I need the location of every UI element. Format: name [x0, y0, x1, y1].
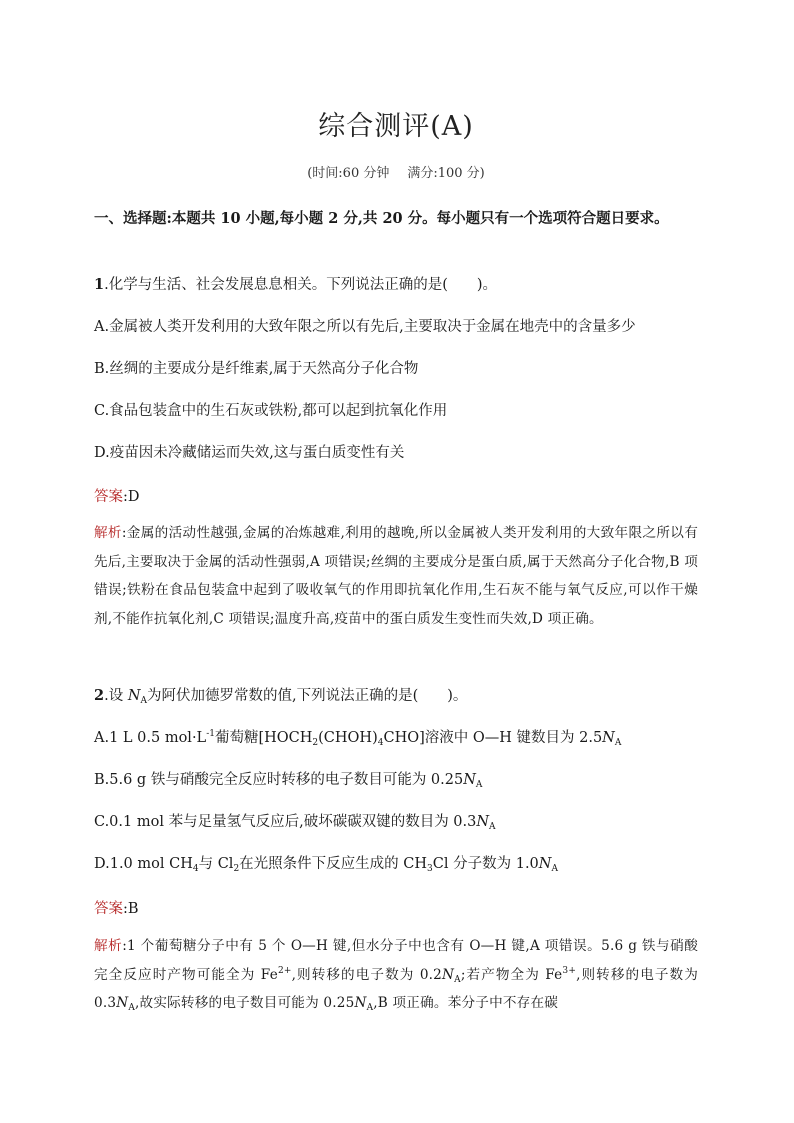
question-2-answer [94, 897, 698, 918]
question-1-explanation [94, 519, 698, 633]
answer-label: 答案 [94, 901, 123, 917]
question-2-explanation: 解析:1 个葡萄糖分子中有 5 个 O—H 键,但水分子中也含有 O—H 键,A 项错误。5.6 g 铁与硝酸完全反应时产物可能全为 $Fe^{2+}$,则转移的电子数为 $0.2N_A$;若产物全为 $Fe^{3+}$,则转移的电子数为 $0.3N_A$,故实际转移的电子数目可能为 $0.25N_A,B$ 项正确。苯分子中不存在碳 [94, 938, 699, 1013]
question-1-option-a: A.金属被人类开发利用的大致年限之所以有先后,主要取决于金属在地壳中的含量多少 [94, 319, 636, 335]
question-number: 2 [94, 687, 105, 704]
question-2-option-a: A.1 L 0.5 $mol\cdot L^{-1}$葡萄糖$[HOCH_2(CHOH)_4CHO]$溶液中 O—H 键数目为 $2.5N_A$ [94, 729, 622, 748]
question-number: 1 [94, 276, 105, 293]
question-2-option-b: B.5.6 g 铁与硝酸完全反应时转移的电子数目可能为 $0.25N_A$ [94, 772, 483, 790]
question-2-option-c: C.0.1 mol 苯与足量氢气反应后,破坏碳碳双键的数目为 $0.3N_A$ [94, 814, 496, 832]
time-limit: (时间:60 分钟 [307, 166, 390, 181]
section-heading: 一、选择题:本题共 10 小题,每小题 2 分,共 20 分。每小题只有一个选项符合题日要求。 [94, 210, 669, 227]
question-1-stem: 1.化学与生活、社会发展息息相关。下列说法正确的是( )。 [94, 276, 498, 293]
question-2-option-d: D.1.0 mol $CH_4$与 $Cl_2$在光照条件下反应生成的 $CH_3Cl$ 分子数为 $1.0N_A$ [94, 856, 558, 874]
answer-label: 答案 [94, 489, 123, 505]
exam-meta [94, 162, 698, 181]
question-2-stem: 2.设 $N_A$为阿伏加德罗常数的值,下列说法正确的是( )。 [94, 687, 468, 706]
explanation-label: 解析 [94, 938, 123, 953]
question-1-option-d: D.疫苗因未冷藏储运而失效,这与蛋白质变性有关 [94, 445, 405, 461]
answer-value: :B [123, 901, 139, 917]
answer-value: :D [123, 489, 140, 505]
question-1-option-b: B.丝绸的主要成分是纤维素,属于天然高分子化合物 [94, 361, 419, 377]
explanation-text: :金属的活动性越强,金属的冶炼越难,利用的越晚,所以金属被人类开发利用的大致年限之所以有先后,主要取决于金属的活动性强弱,A 项错误;丝绸的主要成分是蛋白质,属于天然高分子化合物,B 项错误;铁粉在食品包装盒中起到了吸收氧气的作用即抗氧化作用,生石灰不能与氧气反应,可以作干燥剂,不能作抗氧化剂,C 项错误;温度升高,疫苗中的蛋白质发生变性而失效,D 项正确。 [94, 525, 698, 627]
page-title: 综合测评(A) [318, 111, 474, 142]
full-score: 满分:100 分) [407, 166, 485, 181]
explanation-label: 解析 [94, 525, 122, 540]
question-1-answer [94, 485, 698, 506]
question-1-option-c: C.食品包装盒中的生石灰或铁粉,都可以起到抗氧化作用 [94, 403, 448, 419]
